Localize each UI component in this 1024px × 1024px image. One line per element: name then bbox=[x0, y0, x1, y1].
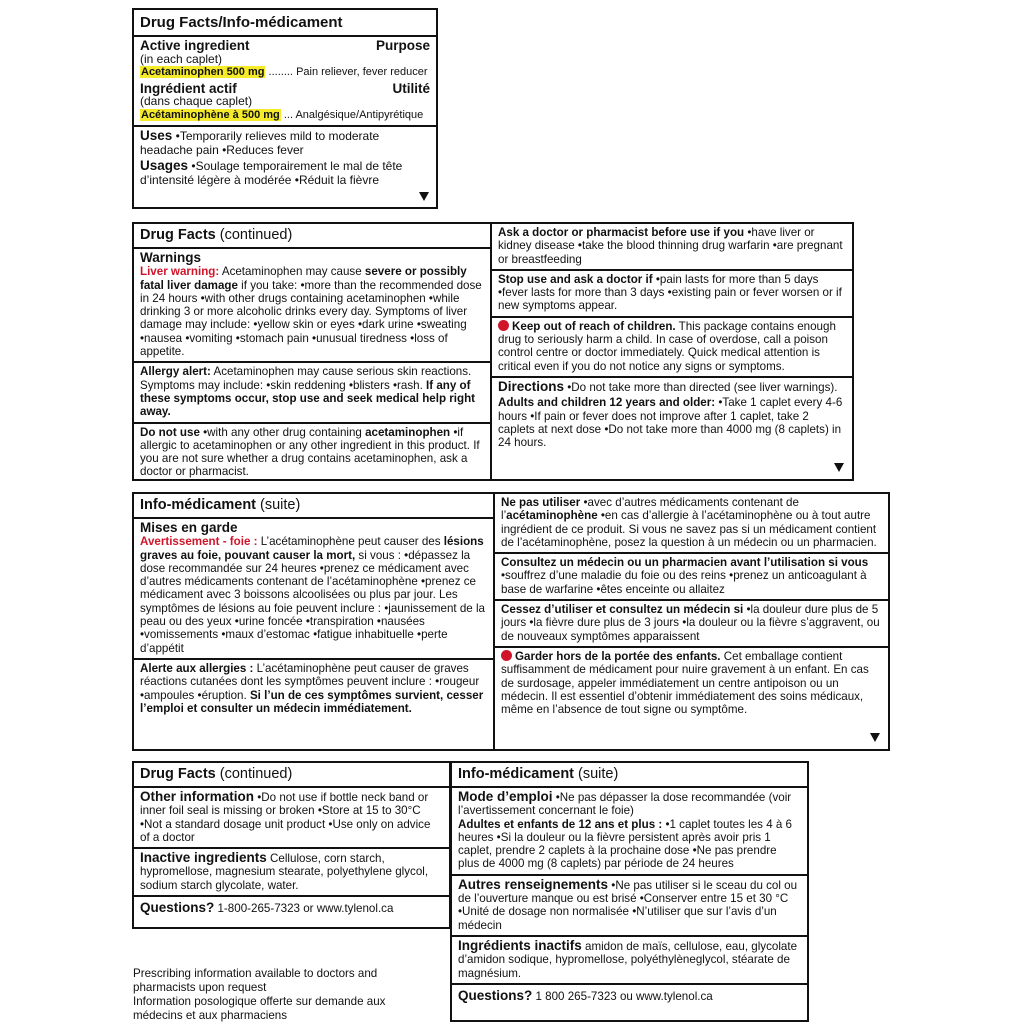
alerte-allergies-label: Alerte aux allergies : bbox=[140, 661, 254, 675]
active-ingredient-section bbox=[134, 37, 436, 127]
active-ingredient-label: Active ingredient bbox=[140, 38, 250, 53]
active-ingredient-value: Acetaminophen 500 mg bbox=[141, 66, 265, 78]
active-ingredient-purpose: Pain reliever, fever reducer bbox=[296, 66, 428, 78]
uses-text: •Temporarily relieves mild to moderate headache pain •Reduces fever bbox=[140, 129, 380, 157]
continue-arrow-icon bbox=[834, 463, 844, 472]
leader-dots: ... bbox=[280, 108, 294, 121]
cessez-label: Cessez d’utiliser et consultez un médecin si bbox=[501, 603, 744, 617]
directions-label: Directions bbox=[498, 378, 565, 394]
inactive-ingredients-section: Inactive ingredients Cellulose, corn starch, hypromellose, magnesium stearate, polyethylene glycol, sodium starch glycolate, water. bbox=[134, 849, 449, 897]
do-not-use-label: Do not use bbox=[140, 425, 200, 439]
fr-purpose-label: Utilité bbox=[392, 80, 430, 96]
autres-renseignements-label: Autres renseignements bbox=[458, 876, 609, 892]
other-information-section: Other information •Do not use if bottle neck band or inner foil seal is missing or broken •Store at 15 to 30°C •Not a standard dosage unit product •Use only on advice of a doctor bbox=[134, 788, 449, 849]
warnings-right-column bbox=[492, 224, 852, 479]
mises-left-column bbox=[134, 494, 495, 749]
cessez-section: Cessez d’utiliser et consultez un médecin si •la douleur dure plus de 5 jours •la fièvre dure plus de 3 jours •la douleur ou la fièvre s’aggravent, ou de nouveaux symptômes apparaissent bbox=[495, 601, 888, 648]
panel-header: Drug Facts (continued) bbox=[140, 766, 293, 782]
questions-fr-label: Questions? bbox=[458, 987, 533, 1003]
ask-doctor-label: Ask a doctor or pharmacist before use if you bbox=[498, 226, 745, 239]
directions-section: Directions •Do not take more than directed (see liver warnings). Adults and children 12 years and older: •Take 1 caplet every 4-6 hours •If pain or fever does not improve after 1 caplet, take 2 caplets at next dose •Do not take more than 4000 mg (8 caplets) in 24 hours. bbox=[498, 378, 843, 450]
fr-active-ingredient-purpose: Analgésique/Antipyrétique bbox=[295, 108, 424, 121]
prescribing-info-fr: Information posologique offerte sur demande aux médecins et aux pharmaciens bbox=[133, 995, 386, 1022]
liver-warning-section: Warnings Liver warning: Acetaminophen may cause severe or possibly fatal liver damage if you take: •more than the recommended dose in 24 hours •with other drugs containing acetaminophen •while drinking 3 or more alcoholic drinks every day. Symptoms of liver damage may include: •yellow skin or eyes •dark urine •sweating •nausea •vomiting •stomach pain •unusual tiredness •loss of appetite. bbox=[134, 249, 490, 363]
active-ingredient-sub: (in each caplet) bbox=[140, 51, 223, 66]
drug-facts-summary-panel bbox=[132, 8, 438, 209]
usages-label: Usages bbox=[140, 158, 189, 173]
warnings-left-column bbox=[134, 224, 492, 479]
alerte-allergies-section: Alerte aux allergies : L’acétaminophène peut causer de graves réactions cutanées dont les symptômes peuvent inclure : •rougeur •ampoules •éruption. Si l’un de ces symptômes survient, cesser l’emploi et consulter un médecin immédiatement. bbox=[140, 661, 484, 715]
questions-fr-contact: 1 800 265-7323 ou www.tylenol.ca bbox=[532, 989, 713, 1003]
panel-header: Drug Facts (continued) bbox=[140, 227, 293, 243]
purpose-label: Purpose bbox=[375, 38, 430, 53]
ask-doctor-section: Ask a doctor or pharmacist before use if you •have liver or kidney disease •take the blood thinning drug warfarin •are pregnant or breastfeeding bbox=[492, 224, 852, 271]
adultes-label: Adultes et enfants de 12 ans et plus : bbox=[458, 817, 663, 831]
panel-header: Info-médicament (suite) bbox=[458, 766, 619, 782]
questions-contact: 1-800-265-7323 or www.tylenol.ca bbox=[214, 902, 394, 916]
usages-text: •Soulage temporairement le mal de tête d’intensité légère à modérée •Réduit la fièvre bbox=[140, 159, 403, 187]
questions-label: Questions? bbox=[140, 900, 215, 916]
mises-title: Mises en garde bbox=[140, 520, 238, 535]
garder-hors-portee-section: Garder hors de la portée des enfants. Cet emballage contient suffisamment de médicament pour nuire gravement à un enfant. En cas de surdosage, appeler immédiatement un centre antipoison ou un médecin. Il est essentiel d’obtenir immédiatement des soins médicaux, même en l’absence de tout signe ou symptôme. bbox=[501, 649, 869, 717]
ingredients-inactifs-label: Ingrédients inactifs bbox=[458, 937, 582, 953]
questions-fr-section bbox=[452, 985, 807, 1006]
continue-arrow-icon bbox=[419, 192, 429, 201]
drug-facts-other-panel bbox=[132, 761, 451, 929]
uses-section bbox=[134, 127, 436, 190]
adults-label: Adults and children 12 years and older: bbox=[498, 396, 716, 410]
ingredients-inactifs-section: Ingrédients inactifs amidon de maïs, cellulose, eau, glycolate d’amidon sodique, hypromellose, polyéthylèneglycol, stéarate de magnésium. bbox=[452, 937, 807, 985]
other-information-label: Other information bbox=[140, 789, 254, 804]
keep-out-reach-section: Keep out of reach of children. This package contains enough drug to seriously harm a child. In case of overdose, call a poison control centre or doctor immediately. Quick medical attention is critical even if you do not notice any signs or symptoms. bbox=[492, 318, 852, 378]
drug-facts-warnings-panel bbox=[132, 222, 854, 481]
fr-active-ingredient-label: Ingrédient actif bbox=[140, 80, 237, 96]
allergy-alert-label: Allergy alert: bbox=[140, 365, 211, 379]
ne-pas-utiliser-section: Ne pas utiliser •avec d’autres médicaments contenant de l’acétaminophène •en cas d’allergie à l’acétaminophène ou à tout autre ingrédient de ce produit. Si vous ne savez pas si un médicament contient de l’acétaminophène, posez la question à un médecin ou un pharmacien. bbox=[495, 494, 888, 554]
fr-active-ingredient-sub: (dans chaque caplet) bbox=[140, 94, 253, 108]
ne-pas-utiliser-label: Ne pas utiliser bbox=[501, 496, 581, 509]
warnings-title: Warnings bbox=[140, 250, 202, 265]
consultez-label: Consultez un médecin ou un pharmacien avant l’utilisation si vous bbox=[501, 556, 869, 570]
warning-dot-icon bbox=[498, 320, 509, 331]
mode-emploi-label: Mode d’emploi bbox=[458, 789, 553, 804]
avertissement-foie-label: Avertissement - foie : bbox=[140, 535, 258, 549]
liver-warning-label: Liver warning: bbox=[140, 265, 220, 279]
leader-dots: ........ bbox=[265, 66, 293, 78]
info-medicament-warnings-panel bbox=[132, 492, 890, 751]
questions-section bbox=[134, 897, 449, 918]
mises-right-column bbox=[495, 494, 888, 749]
garder-hors-portee-label: Garder hors de la portée des enfants. bbox=[515, 649, 721, 663]
stop-use-section: Stop use and ask a doctor if •pain lasts for more than 5 days •fever lasts for more than 3 days •existing pain or fever worsen or if new symptoms appear. bbox=[492, 271, 852, 318]
fr-active-ingredient-value: Acétaminophène à 500 mg bbox=[141, 108, 280, 121]
info-medicament-other-panel bbox=[450, 761, 809, 1022]
allergy-alert-section: Allergy alert: Acetaminophen may cause serious skin reactions. Symptoms may include: •skin reddening •blisters •rash. If any of these symptoms occur, stop use and seek medical help right away. bbox=[134, 363, 490, 423]
panel-header: Info-médicament (suite) bbox=[140, 497, 301, 513]
prescribing-info-en: Prescribing information available to doctors and pharmacists upon request bbox=[133, 967, 378, 994]
panel-title: Drug Facts/Info-médicament bbox=[140, 14, 343, 31]
consultez-section: Consultez un médecin ou un pharmacien avant l’utilisation si vous •souffrez d’une maladie du foie ou des reins •prenez un anticoagulant à base de warfarine •êtes enceinte ou allaitez bbox=[495, 554, 888, 601]
do-not-use-section: Do not use •with any other drug containing acetaminophen •if allergic to acetaminophen or any other ingredient in this product. If you are not sure whether a drug contains acetaminophen, ask a doctor or pharmacist. bbox=[140, 425, 480, 479]
avertissement-foie-section: Mises en garde Avertissement - foie : L’acétaminophène peut causer des lésions graves au foie, pouvant causer la mort, si vous : •dépassez la dose recommandée sur 24 heures •prenez ce médicament avec d’autres médicaments contenant de l’acétaminophène •prenez ce médicament avec 3 boissons alcoolisées ou plus par jour. Les symptômes de lésions au foie peuvent inclure : •jaunissement de la peau ou des yeux •urine foncée •transpiration •nausées •vomissements •maux d’estomac •fatigue inhabituelle •perte d’appétit bbox=[134, 519, 493, 660]
keep-out-reach-label: Keep out of reach of children. bbox=[512, 319, 676, 333]
warning-dot-icon bbox=[501, 650, 512, 661]
uses-label: Uses bbox=[140, 128, 173, 143]
continue-arrow-icon bbox=[870, 733, 880, 742]
inactive-ingredients-label: Inactive ingredients bbox=[140, 850, 267, 866]
mode-emploi-section: Mode d’emploi •Ne pas dépasser la dose recommandée (voir l’avertissement concernant le foie) Adultes et enfants de 12 ans et plus : •1 caplet toutes les 4 à 6 heures •Si la douleur ou la fièvre persistent après avoir pris 1 caplet, prendre 2 caplets à la prochaine dose •Ne pas prendre plus de 4000 mg (8 caplets) par période de 24 heures bbox=[452, 788, 807, 876]
stop-use-label: Stop use and ask a doctor if bbox=[498, 272, 653, 286]
autres-renseignements-section: Autres renseignements •Ne pas utiliser si le sceau du col ou de l’ouverture manque ou est brisé •Conserver entre 15 et 30 °C •Unité de dosage non normalisée •N’utiliser que sur l’avis d’un médecin bbox=[452, 876, 807, 937]
